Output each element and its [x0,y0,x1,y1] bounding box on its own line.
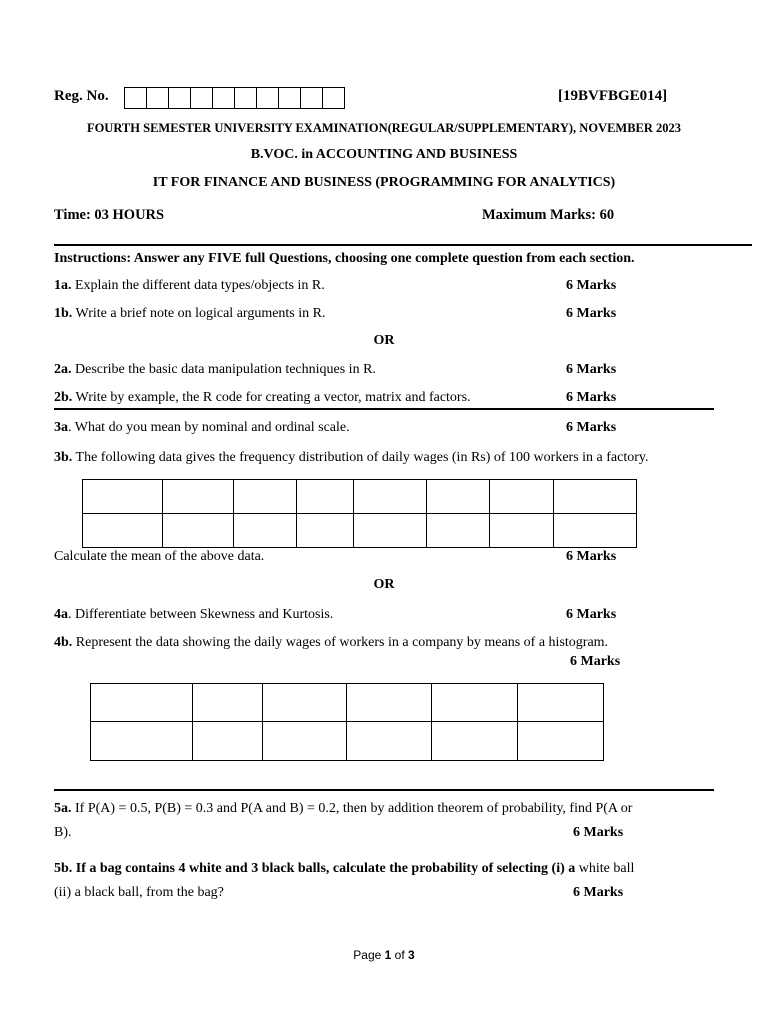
marks-1a: 6 Marks [566,278,617,293]
question-3b: 3b. The following data gives the frequency distribution of daily wages (in Rs) of 100 workers in a factory. [54,450,649,465]
divider-line [54,244,752,246]
page-number: Page 1 of 3 [353,948,415,962]
or-separator: OR [373,333,395,348]
reg-no-label: Reg. No. [54,88,109,104]
marks-1b: 6 Marks [566,306,617,321]
course-title: IT FOR FINANCE AND BUSINESS (PROGRAMMING FOR ANALYTICS) [152,175,616,190]
max-marks: Maximum Marks: 60 [482,207,615,223]
exam-title: FOURTH SEMESTER UNIVERSITY EXAMINATION(REGULAR/SUPPLEMENTARY), NOVEMBER 2023 [86,121,682,135]
question-1b: 1b. Write a brief note on logical arguments in R. [54,306,326,321]
question-5a-cont: B). [54,825,72,840]
wages-frequency-table [82,479,637,548]
question-1a: 1a. Explain the different data types/objects in R. [54,278,325,293]
marks-4a: 6 Marks [566,607,617,622]
question-4b: 4b. Represent the data showing the daily wages of workers in a company by means of a histogram. [54,635,609,650]
marks-5a: 6 Marks [573,825,624,840]
question-2a: 2a. Describe the basic data manipulation techniques in R. [54,362,376,377]
question-5b: 5b. If a bag contains 4 white and 3 black balls, calculate the probability of selecting (i) a white ball [54,861,635,876]
marks-2b: 6 Marks [566,390,617,405]
marks-5b: 6 Marks [573,885,624,900]
divider-line [54,789,714,791]
reg-no-boxes [124,87,345,109]
marks-4b: 6 Marks [570,654,621,669]
question-5b-cont: (ii) a black ball, from the bag? [54,885,224,900]
question-5a: 5a. If P(A) = 0.5, P(B) = 0.3 and P(A and B) = 0.2, then by addition theorem of probability, find P(A or [54,801,633,816]
marks-3b: 6 Marks [566,549,617,564]
wages-histogram-table [90,683,604,761]
question-3a: 3a. What do you mean by nominal and ordinal scale. [54,420,350,435]
or-separator: OR [373,577,395,592]
exam-time: Time: 03 HOURS [54,207,165,223]
marks-2a: 6 Marks [566,362,617,377]
question-3b-followup: Calculate the mean of the above data. [54,549,265,564]
program-title: B.VOC. in ACCOUNTING AND BUSINESS [250,147,518,162]
course-code: [19BVFBGE014] [558,88,668,104]
divider-line [54,408,714,410]
marks-3a: 6 Marks [566,420,617,435]
question-2b: 2b. Write by example, the R code for creating a vector, matrix and factors. [54,390,471,405]
instructions: Instructions: Answer any FIVE full Questions, choosing one complete question from each section. [54,251,635,266]
question-4a: 4a. Differentiate between Skewness and Kurtosis. [54,607,334,622]
